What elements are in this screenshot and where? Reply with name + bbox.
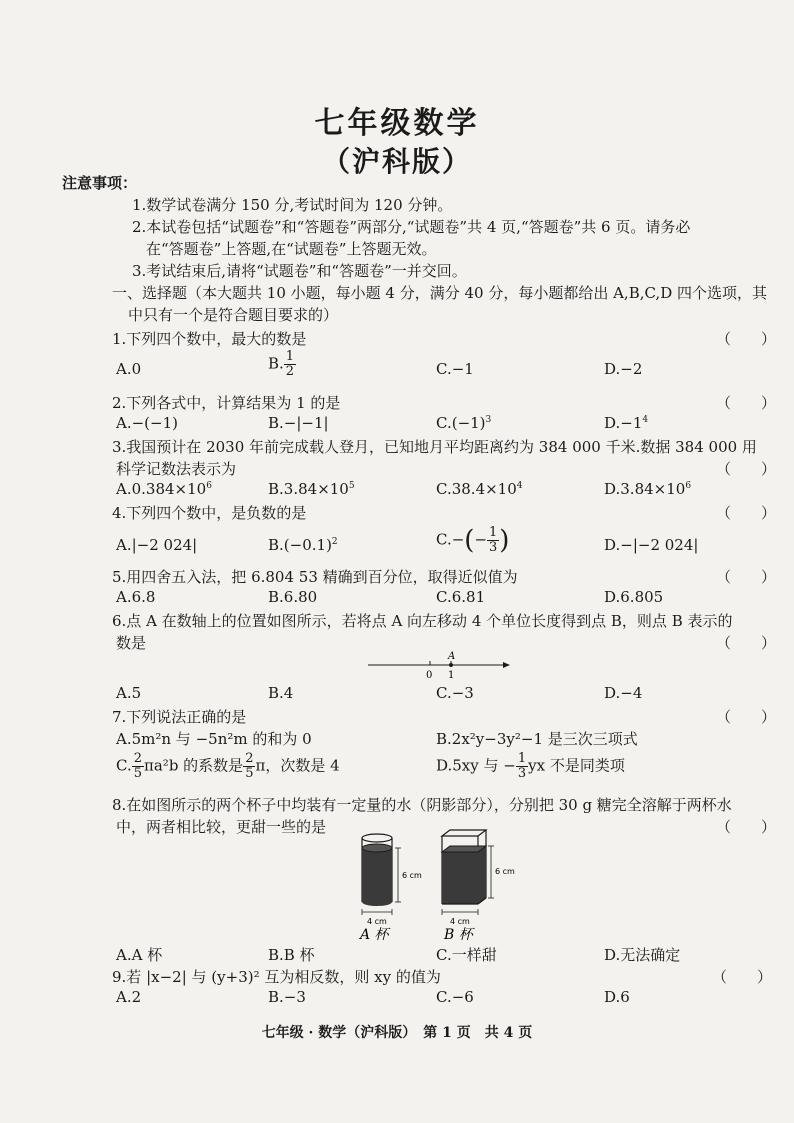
cup-a-figure [358, 834, 422, 942]
question-8-answer-paren: （ ） [716, 818, 777, 836]
question-4-answer-paren: （ ） [716, 504, 777, 522]
q8-option-c: C.一样甜 [436, 946, 497, 964]
q1-option-c: C.−1 [436, 360, 474, 378]
question-6-stem-cont: 数是 [116, 634, 147, 652]
page-footer: 七年级 · 数学（沪科版） 第 1 页 共 4 页 [261, 1025, 533, 1041]
q5-option-c: C.6.81 [436, 588, 486, 606]
q8-option-d: D.无法确定 [604, 946, 681, 964]
question-5-answer-paren: （ ） [716, 568, 777, 586]
q4-option-b: $B.(-0.1)^2$ [268, 536, 338, 554]
q4-option-d: D.−|−2 024| [604, 536, 699, 554]
q1-option-b: B. $\frac{1}{2}$ [268, 349, 295, 379]
q3-option-a: $A.0.384\times 10^6$ [116, 480, 212, 498]
cup-b-width-label: 4 cm [450, 917, 470, 926]
q9-option-b: B.−3 [268, 988, 306, 1006]
question-1-stem: 1.下列四个数中，最大的数是 [112, 330, 307, 348]
cup-a-height-label: 6 cm [402, 871, 422, 880]
q4-option-a: A.|−2 024| [116, 536, 198, 554]
q5-option-a: A.6.8 [116, 588, 156, 606]
note-item-3: 3.考试结束后,请将“试题卷”和“答题卷”一并交回。 [132, 262, 467, 280]
question-6-stem: 6.点 A 在数轴上的位置如图所示，若将点 A 向左移动 4 个单位长度得到点 B，则点 B 表示的 [112, 612, 733, 630]
number-line-figure [364, 648, 514, 682]
q8-option-b: B.B 杯 [268, 946, 315, 964]
q6-option-d: D.−4 [604, 684, 643, 702]
note-item-2-cont: 在“答题卷”上答题,在“试题卷”上答题无效。 [146, 240, 437, 258]
question-2-stem: 2.下列各式中，计算结果为 1 的是 [112, 394, 341, 412]
q2-option-c: $C.(-1)^3$ [436, 414, 492, 432]
tick-1-label: 1 [448, 670, 455, 681]
question-4-stem: 4.下列四个数中，是负数的是 [112, 504, 307, 522]
q7-option-d: D.5xy 与 − $\frac{1}{3}$ yx 不是同类项 [436, 751, 625, 781]
page-title: 七年级数学 [314, 106, 480, 141]
q5-option-b: B.6.80 [268, 588, 318, 606]
question-8-stem-cont: 中，两者相比较，更甜一些的是 [116, 818, 327, 836]
q5-option-d: D.6.805 [604, 588, 664, 606]
cup-b-figure [442, 830, 515, 942]
question-2-answer-paren: （ ） [716, 394, 777, 412]
question-8-stem: 8.在如图所示的两个杯子中均装有一定量的水（阴影部分），分别把 30 g 糖完全溶解于两杯水 [112, 796, 732, 814]
q6-option-c: C.−3 [436, 684, 474, 702]
q4-option-c: C.−(− $\frac{1}{3}$ ) [436, 525, 510, 556]
question-3-stem-cont: 科学记数法表示为 [116, 460, 237, 478]
page-subtitle: （沪科版） [321, 145, 472, 178]
number-line-arrow-icon [503, 662, 510, 668]
q9-option-a: A.2 [116, 988, 142, 1006]
q7-option-c: C. $\frac{2}{5}$ πa²b 的系数是 $\frac{2}{5}$ π，次数是 4 [116, 751, 340, 781]
point-a-label: A [448, 651, 456, 662]
section-heading-cont: 中只有一个是符合题目要求的） [128, 306, 339, 324]
question-9-answer-paren: （ ） [712, 968, 773, 986]
q6-option-a: A.5 [116, 684, 142, 702]
q2-option-d: $D.-1^4$ [604, 414, 649, 432]
notes-heading: 注意事项： [62, 174, 138, 192]
question-1-answer-paren: （ ） [716, 330, 777, 348]
cup-a-width-label: 4 cm [367, 917, 387, 926]
cup-a-label: A 杯 [360, 927, 389, 942]
cup-b-height-label: 6 cm [495, 867, 515, 876]
note-item-2: 2.本试卷包括“试题卷”和“答题卷”两部分,“试题卷”共 4 页,“答题卷”共 6 页。请务必 [132, 218, 691, 236]
cups-figure [350, 826, 540, 942]
q2-option-b: B.−|−1| [268, 414, 329, 432]
section-heading: 一、选择题（本大题共 10 小题，每小题 4 分，满分 40 分，每小题都给出 A,B,C,D 四个选项，其 [112, 284, 767, 302]
q7-option-a: A.5m²n 与 −5n²m 的和为 0 [116, 730, 312, 748]
question-7-stem: 7.下列说法正确的是 [112, 708, 247, 726]
q2-option-a: A.−(−1) [116, 414, 178, 432]
question-7-answer-paren: （ ） [716, 708, 777, 726]
q8-option-a: A.A 杯 [116, 946, 163, 964]
point-a-dot [449, 663, 453, 667]
q3-option-c: $C.38.4\times 10^4$ [436, 480, 523, 498]
question-3-answer-paren: （ ） [716, 460, 777, 478]
q1-option-d: D.−2 [604, 360, 643, 378]
q9-option-c: C.−6 [436, 988, 474, 1006]
question-5-stem: 5.用四舍五入法，把 6.804 53 精确到百分位，取得近似值为 [112, 568, 518, 586]
q9-option-d: D.6 [604, 988, 630, 1006]
question-3-stem: 3.我国预计在 2030 年前完成载人登月，已知地月平均距离约为 384 000 千米.数据 384 000 用 [112, 438, 757, 456]
q1-option-a: A.0 [116, 360, 142, 378]
question-6-answer-paren: （ ） [716, 634, 777, 652]
tick-0-label: 0 [426, 670, 433, 681]
cup-b-label: B 杯 [444, 927, 473, 942]
question-9-stem: 9.若 |x−2| 与 (y+3)² 互为相反数，则 xy 的值为 [112, 968, 441, 986]
q7-option-b: B.2x²y−3y²−1 是三次三项式 [436, 730, 638, 748]
q3-option-d: $D.3.84\times 10^6$ [604, 480, 692, 498]
q3-option-b: $B.3.84\times 10^5$ [268, 480, 355, 498]
q6-option-b: B.4 [268, 684, 294, 702]
note-item-1: 1.数学试卷满分 150 分,考试时间为 120 分钟。 [132, 196, 453, 214]
